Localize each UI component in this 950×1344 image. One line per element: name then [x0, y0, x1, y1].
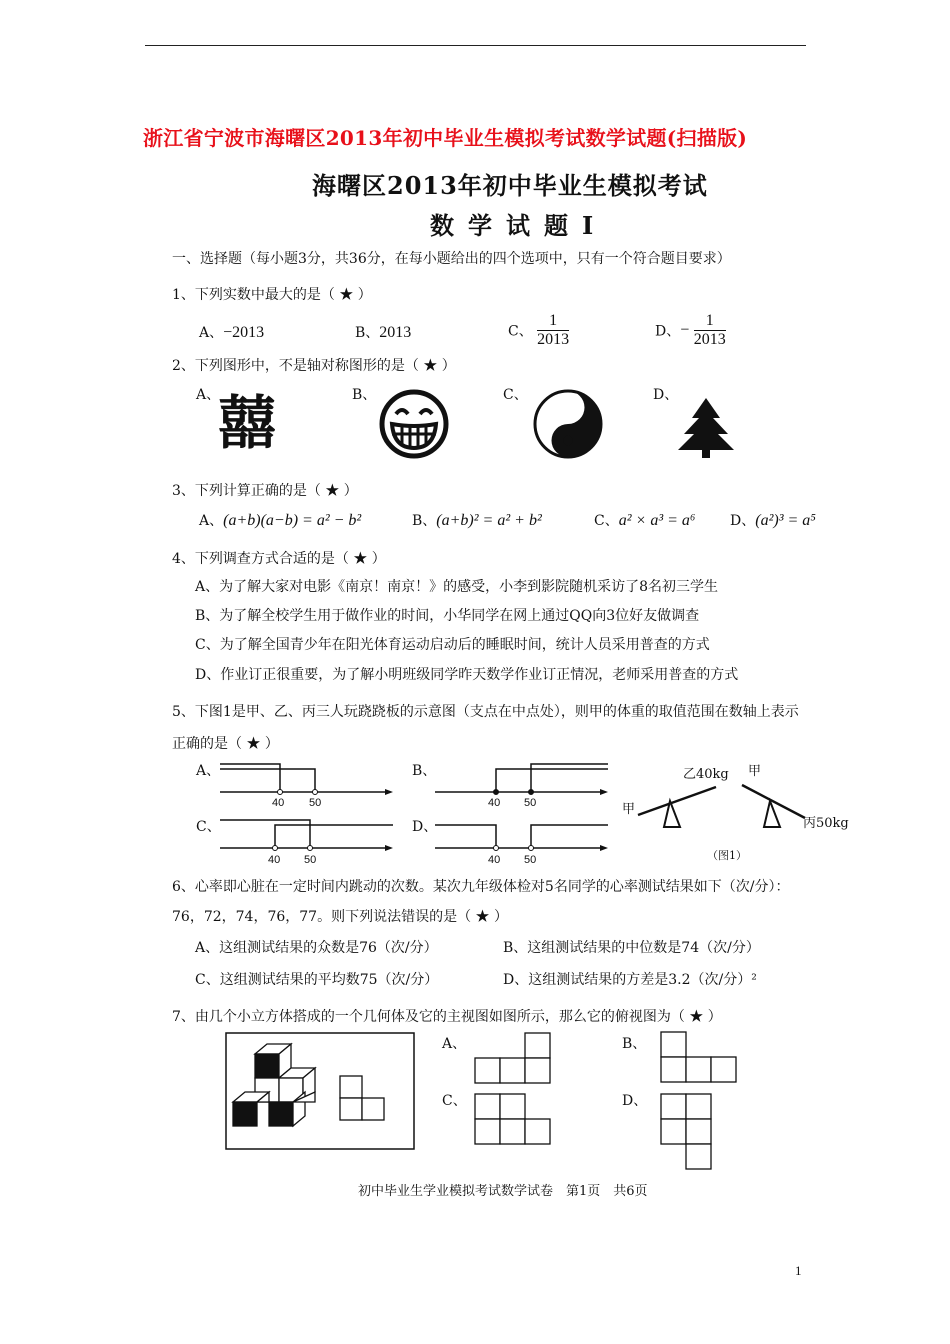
tree-icon: [676, 398, 736, 458]
q3-option-b: B、(a+b)² = a² + b²: [412, 512, 542, 529]
q2-c-label: C、: [503, 387, 528, 403]
q6-option-a: A、这组测试结果的众数是76（次/分）: [195, 940, 438, 956]
q5-d-label: D、: [412, 819, 438, 835]
q7-a-top-view: [474, 1030, 554, 1085]
fig-label-yi: 乙40kg: [683, 767, 729, 782]
q5-b-tick-40: 40: [488, 797, 501, 809]
q1-d-fraction: $\frac{1}{2013}$: [693, 312, 726, 348]
page-footer: 初中毕业生学业模拟考试数学试卷 第1页 共6页: [358, 1184, 648, 1199]
doc-title: 浙江省宁波市海曙区2013年初中毕业生模拟考试数学试题(扫描版): [143, 126, 748, 150]
q6-option-c: C、这组测试结果的平均数75（次/分）: [195, 972, 439, 988]
q5-a-tick-40: 40: [272, 797, 285, 809]
q5-b-label: B、: [412, 763, 437, 779]
fig-caption: （图1）: [707, 849, 747, 862]
q5-a-label: A、: [196, 763, 221, 779]
q5-d-tick-50: 50: [524, 854, 537, 866]
q7-c-label: C、: [442, 1093, 467, 1109]
q1-option-a: [199, 322, 264, 342]
q5-b-number-line: [430, 758, 610, 798]
q3-option-d: D、(a²)³ = a⁵: [730, 512, 816, 529]
q1-a-value: −2013: [223, 324, 265, 341]
q2-stem: 2、下列图形中，不是轴对称图形的是（ ★ ）: [172, 358, 456, 374]
q6-stem-line2: 76，72，74，76，77。则下列说法错误的是（ ★ ）: [172, 909, 508, 925]
q7-b-top-view: [658, 1030, 738, 1085]
q7-d-label: D、: [622, 1093, 648, 1109]
q4-stem: 4、下列调查方式合适的是（ ★ ）: [172, 551, 386, 567]
q1-a-label: A、: [199, 325, 224, 341]
q5-a-tick-50: 50: [309, 797, 322, 809]
q1-c-fraction: $\frac{1}{2013}$: [537, 312, 570, 348]
q3-stem: 3、下列计算正确的是（ ★ ）: [172, 483, 358, 499]
q7-b-label: B、: [622, 1036, 647, 1052]
double-happiness-icon: 囍: [218, 389, 277, 457]
q7-c-top-view: [474, 1091, 554, 1146]
q5-c-label: C、: [196, 819, 221, 835]
fig-label-jia-left: 甲: [622, 802, 636, 817]
q2-b-label: B、: [352, 387, 377, 403]
yin-yang-icon: [532, 388, 604, 460]
q4-option-c: C、为了解全国青少年在阳光体育运动启动后的睡眠时间，统计人员采用普查的方式: [195, 637, 710, 653]
exam-title: 海曙区2013年初中毕业生模拟考试: [312, 171, 708, 200]
q5-c-tick-50: 50: [304, 854, 317, 866]
q1-option-d: D、− $\frac{1}{2013}$: [655, 312, 726, 348]
fig-label-bing: 丙50kg: [803, 816, 849, 831]
q5-c-number-line: [215, 814, 395, 854]
q7-solid-and-front-view: [225, 1032, 415, 1150]
section-heading: 一、选择题（每小题3分，共36分，在每小题给出的四个选项中，只有一个符合题目要求）: [172, 251, 731, 267]
q6-option-d: D、这组测试结果的方差是3.2（次/分）²: [503, 972, 757, 988]
header-rule: [145, 45, 806, 46]
q1-c-label: C、: [508, 323, 533, 340]
q4-option-d: D、作业订正很重要，为了解小明班级同学昨天数学作业订正情况，老师采用普查的方式: [195, 667, 739, 683]
q1-b-value: 2013: [379, 324, 412, 341]
q5-b-tick-50: 50: [524, 797, 537, 809]
q4-option-b: B、为了解全校学生用于做作业的时间，小华同学在网上通过QQ向3位好友做调查: [195, 608, 700, 624]
q6-stem-line1: 6、心率即心脏在一定时间内跳动的次数。某次九年级体检对5名同学的心率测试结果如下（次/分）：: [172, 879, 790, 895]
q5-d-number-line: [430, 814, 610, 854]
grinning-face-icon: [378, 388, 450, 460]
q7-d-top-view: [658, 1091, 718, 1171]
q1-option-c: [508, 312, 569, 349]
q5-c-tick-40: 40: [268, 854, 281, 866]
q3-option-c: C、a² × a³ = a⁶: [594, 512, 696, 529]
page-number: 1: [795, 1263, 802, 1278]
q5-d-tick-40: 40: [488, 854, 501, 866]
q7-stem: 7、由几个小立方体搭成的一个几何体及它的主视图如图所示，那么它的俯视图为（ ★ ）: [172, 1009, 722, 1025]
q2-d-label: D、: [653, 387, 679, 403]
exam-subtitle: 数学试题I: [430, 211, 608, 240]
q5-stem-line1: 5、下图1是甲、乙、丙三人玩跷跷板的示意图（支点在中点处），则甲的体重的取值范围在数轴上表示: [172, 704, 799, 720]
q1-option-b: [355, 322, 411, 342]
q2-a-label: A、: [196, 387, 221, 403]
q3-option-a: A、(a+b)(a−b) = a² − b²: [199, 512, 362, 529]
q5-stem-line2: 正确的是（ ★ ）: [172, 736, 279, 752]
q1-stem: 1、下列实数中最大的是（ ★ ）: [172, 287, 372, 303]
fig-label-jia-top: 甲: [748, 764, 762, 779]
q7-a-label: A、: [442, 1036, 467, 1052]
q1-b-label: B、: [355, 325, 380, 341]
q6-option-b: B、这组测试结果的中位数是74（次/分）: [503, 940, 760, 956]
q1-d-label: D、: [655, 323, 681, 340]
q5-a-number-line: [215, 758, 395, 798]
q4-option-a: A、为了解大家对电影《南京！南京！》的感受，小李到影院随机采访了8名初三学生: [195, 579, 719, 595]
